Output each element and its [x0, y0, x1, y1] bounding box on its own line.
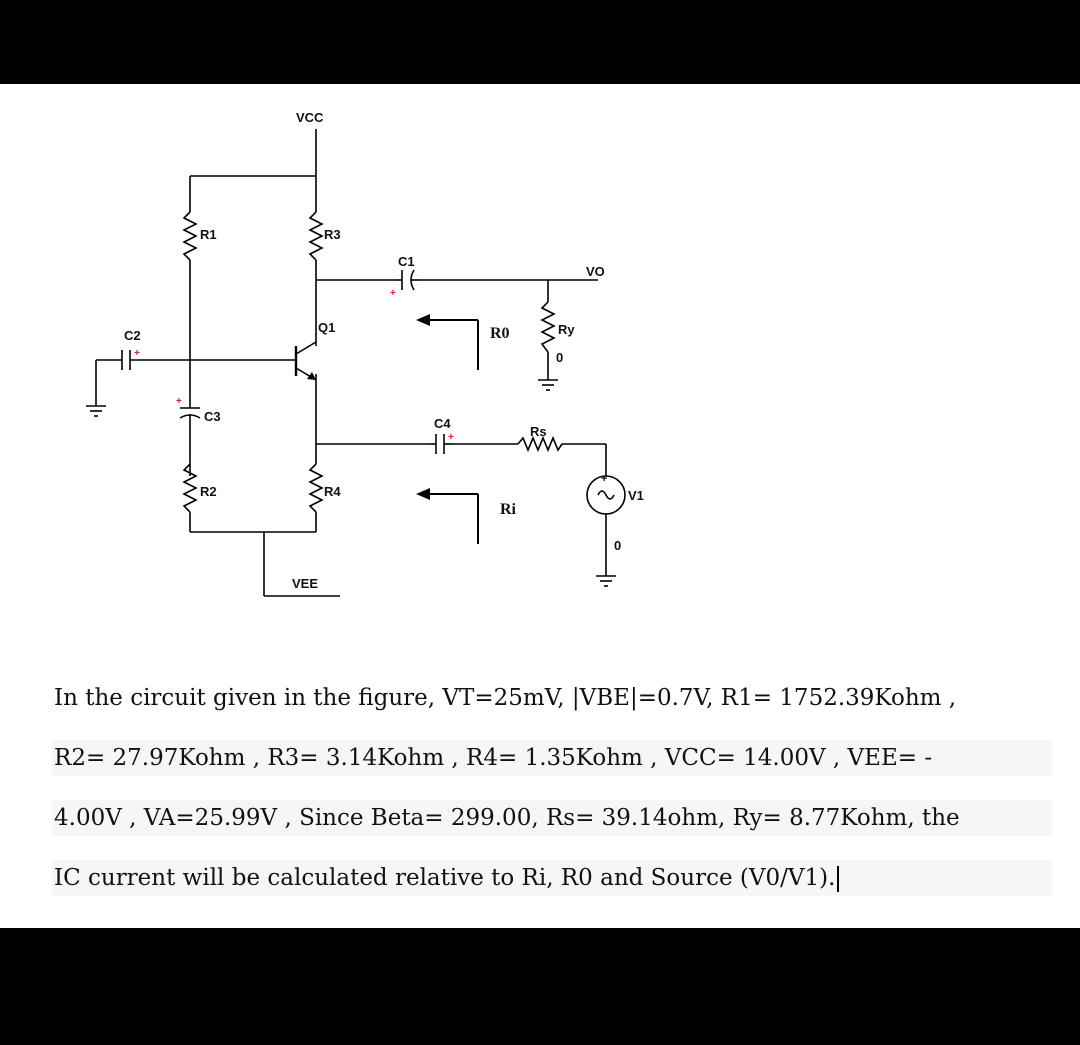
resistor-r4 — [310, 464, 322, 512]
resistor-r3 — [310, 212, 322, 260]
capacitor-c3 — [180, 408, 200, 460]
ri-port-arrow — [416, 488, 478, 544]
wires — [96, 129, 606, 596]
ry-label: Ry — [558, 322, 575, 337]
ri-label: Ri — [500, 501, 516, 518]
r0-port-arrow — [416, 314, 478, 370]
r3-label: R3 — [324, 227, 341, 242]
transistor-q1 — [296, 342, 316, 380]
resistor-ry — [542, 302, 554, 352]
c4-label: C4 — [434, 416, 451, 431]
ground-ry — [538, 380, 558, 390]
rs-label: Rs — [530, 424, 547, 439]
problem-line-2: R2= 27.97Kohm , R3= 3.14Kohm , R4= 1.35Kohm , VCC= 14.00V , VEE= - — [52, 740, 1052, 776]
page-area — [0, 84, 1080, 928]
vo-label: VO — [586, 264, 605, 279]
r0-label: R0 — [490, 325, 510, 342]
r2-label: R2 — [200, 484, 217, 499]
r1-label: R1 — [200, 227, 217, 242]
problem-statement — [52, 680, 1052, 920]
c4-plus-mark: + — [448, 432, 454, 443]
ry-ground-label: 0 — [556, 350, 564, 365]
problem-line-3: 4.00V , VA=25.99V , Since Beta= 299.00, Rs= 39.14ohm, Ry= 8.77Kohm, the — [52, 800, 1052, 836]
resistor-r1 — [184, 212, 196, 260]
problem-line-4 — [52, 860, 1052, 896]
problem-line-1: In the circuit given in the figure, VT=25mV, |VBE|=0.7V, R1= 1752.39Kohm , — [52, 680, 1052, 716]
ground-c2 — [86, 406, 106, 416]
q1-label: Q1 — [318, 320, 336, 335]
c2-label: C2 — [124, 328, 141, 343]
vee-label: VEE — [292, 576, 319, 591]
problem-line-4-text: IC current will be calculated relative to Ri, R0 and Source (V0/V1). — [54, 865, 836, 891]
text-cursor — [837, 866, 839, 892]
c3-plus-mark: + — [176, 396, 182, 407]
v1-ground-label: 0 — [614, 538, 622, 553]
resistor-rs — [518, 438, 562, 450]
c1-label: C1 — [398, 254, 415, 269]
v1-label: V1 — [628, 488, 644, 503]
circuit-diagram — [0, 84, 1080, 684]
ground-v1 — [596, 576, 616, 586]
c1-plus-mark: + — [390, 288, 396, 299]
capacitor-c2 — [122, 350, 130, 370]
capacitor-c1 — [396, 270, 420, 290]
c3-label: C3 — [204, 409, 221, 424]
c2-plus-mark: + — [134, 348, 140, 359]
r4-label: R4 — [324, 484, 341, 499]
vcc-label: VCC — [296, 110, 324, 125]
v1-plus-mark: + — [601, 473, 608, 485]
